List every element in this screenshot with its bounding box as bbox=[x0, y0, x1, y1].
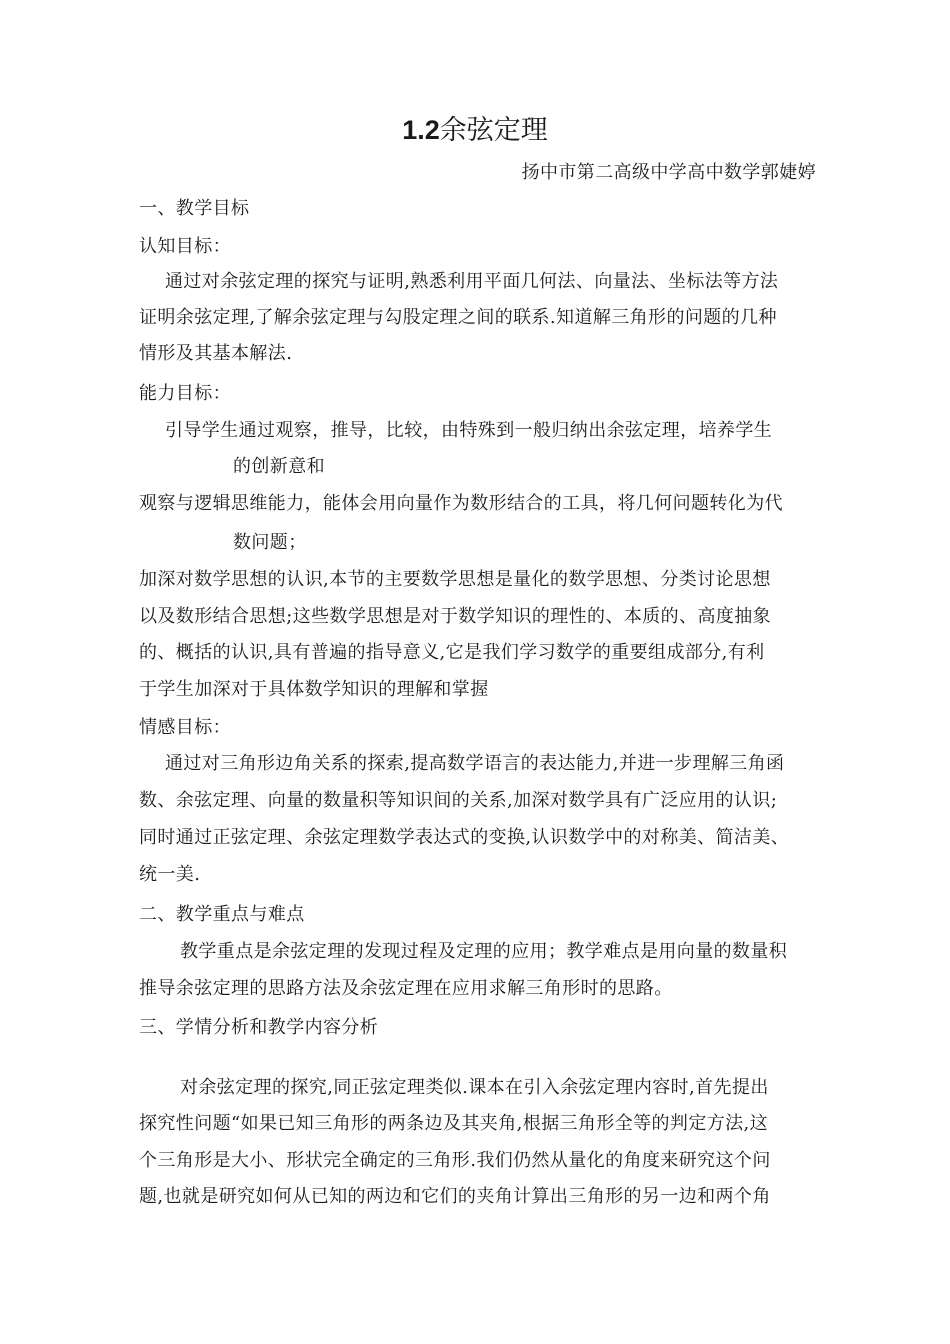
document-title bbox=[0, 112, 950, 149]
emotion-line-2: 数、余弦定理、向量的数量积等知识间的关系,加深对数学具有广泛应用的认识; bbox=[139, 790, 778, 811]
section3-line-1: 对余弦定理的探究,同正弦定理类似.课本在引入余弦定理内容时,首先提出 bbox=[180, 1077, 769, 1098]
title-number: 1.2 bbox=[402, 115, 440, 145]
section3-line-4: 题,也就是研究如何从已知的两边和它们的夹角计算出三角形的另一边和两个角 bbox=[139, 1186, 771, 1207]
ability-line-2: 的创新意和 bbox=[233, 456, 325, 477]
cognitive-line-2: 证明余弦定理,了解余弦定理与勾股定理之间的联系.知道解三角形的问题的几种 bbox=[139, 307, 777, 328]
cognitive-goal-label: 认知目标： bbox=[139, 236, 231, 257]
section3-heading: 三、学情分析和教学内容分析 bbox=[139, 1017, 379, 1038]
section2-heading: 二、教学重点与难点 bbox=[139, 904, 305, 925]
section1-heading: 一、教学目标 bbox=[139, 198, 250, 219]
ability-line-4: 数问题； bbox=[233, 532, 307, 553]
emotion-line-3: 同时通过正弦定理、余弦定理数学表达式的变换,认识数学中的对称美、简洁美、 bbox=[139, 827, 790, 848]
emotion-line-1: 通过对三角形边角关系的探索,提高数学语言的表达能力,并进一步理解三角函 bbox=[165, 753, 785, 774]
cognitive-line-3: 情形及其基本解法. bbox=[139, 343, 293, 364]
emotion-goal-label: 情感目标： bbox=[139, 717, 231, 738]
section2-line-2: 推导余弦定理的思路方法及余弦定理在应用求解三角形时的思路。 bbox=[139, 978, 673, 999]
section3-line-2: 探究性问题“如果已知三角形的两条边及其夹角,根据三角形全等的判定方法,这 bbox=[139, 1113, 769, 1134]
title-text: 余弦定理 bbox=[439, 115, 548, 146]
emotion-line-4: 统一美. bbox=[139, 864, 201, 885]
ability-goal-label: 能力目标： bbox=[139, 383, 231, 404]
ability-line-8: 于学生加深对于具体数学知识的理解和掌握 bbox=[139, 679, 489, 700]
ability-line-5: 加深对数学思想的认识,本节的主要数学思想是量化的数学思想、分类讨论思想 bbox=[139, 569, 771, 590]
ability-line-7: 的、概括的认识,具有普遍的指导意义,它是我们学习数学的重要组成部分,有利 bbox=[139, 642, 765, 663]
section3-line-3: 个三角形是大小、形状完全确定的三角形.我们仍然从量化的角度来研究这个问 bbox=[139, 1150, 771, 1171]
section2-line-1: 教学重点是余弦定理的发现过程及定理的应用；教学难点是用向量的数量积 bbox=[180, 941, 788, 962]
author-line: 扬中市第二高级中学高中数学郭婕婷 bbox=[521, 162, 816, 183]
ability-line-1: 引导学生通过观察，推导，比较，由特殊到一般归纳出余弦定理，培养学生 bbox=[165, 420, 773, 441]
ability-line-6: 以及数形结合思想;这些数学思想是对于数学知识的理性的、本质的、高度抽象 bbox=[139, 606, 772, 627]
ability-line-3: 观察与逻辑思维能力，能体会用向量作为数形结合的工具，将几何问题转化为代 bbox=[139, 493, 783, 514]
cognitive-line-1: 通过对余弦定理的探究与证明,熟悉利用平面几何法、向量法、坐标法等方法 bbox=[165, 271, 779, 292]
